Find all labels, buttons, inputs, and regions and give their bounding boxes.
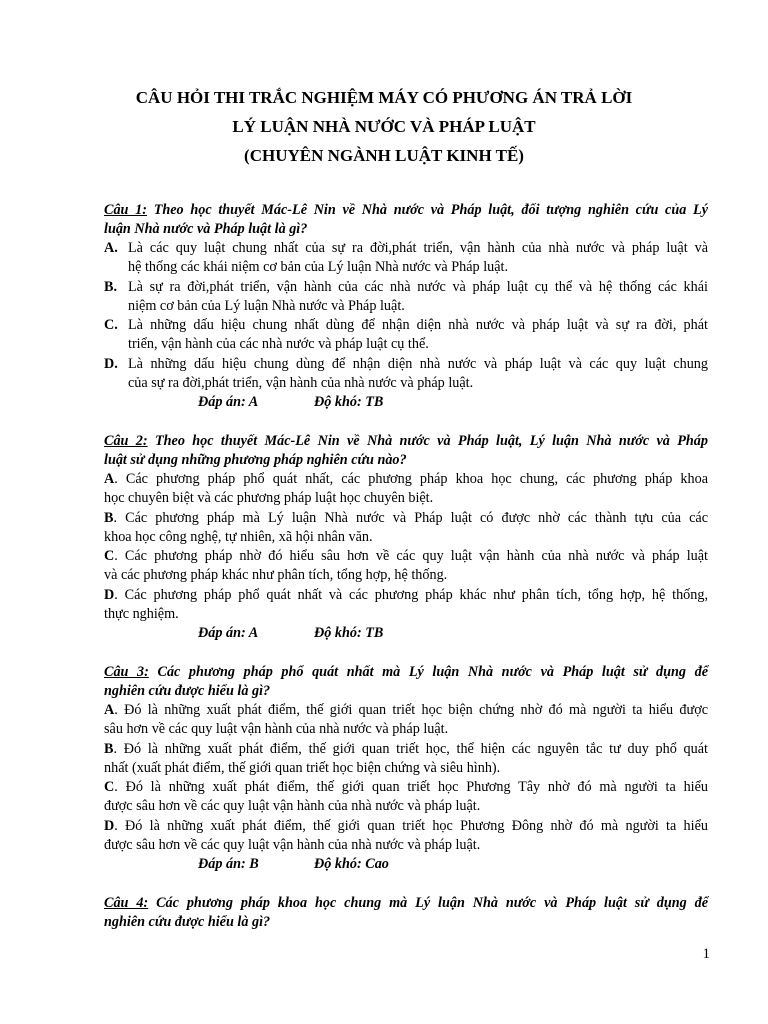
option-1d: D. Là những dấu hiệu chung dùng để nhận diện nhà nước và pháp luật và các quy luật chung xyxy=(104,356,708,372)
option-1c: C. Là những dấu hiệu chung nhất dùng để nhận diện nhà nước và pháp luật và sự ra đời, phát xyxy=(104,317,708,333)
option-3d: D. Đó là những xuất phát điểm, thế giới quan triết học Phương Đông nhờ đó mà người ta hiểu xyxy=(104,818,708,834)
option-1a: A. Là các quy luật chung nhất của sự ra đời,phát triển, vận hành của nhà nước và pháp luật và xyxy=(104,240,708,256)
option-3c: C. Đó là những xuất phát điểm, thế giới quan triết học Phương Tây nhờ đó mà người ta hiểu xyxy=(104,779,708,795)
question-3-line-2: nghiên cứu được hiểu là gì? xyxy=(104,683,271,699)
answer-1: Đáp án: A xyxy=(198,394,259,410)
option-1b: B. Là sự ra đời,phát triển, vận hành của các nhà nước và pháp luật cụ thể và hệ thống các khái xyxy=(104,279,708,295)
question-3-line-1: Câu 3: Các phương pháp phổ quát nhất mà Lý luận Nhà nước và Pháp luật sử dụng để xyxy=(104,664,708,680)
page-number: 1 xyxy=(702,946,710,962)
question-1-line-1: Câu 1: Theo học thuyết Mác-Lê Nin về Nhà nước và Pháp luật, đối tượng nghiên cứu của Lý xyxy=(104,202,709,218)
title-line-3: (CHUYÊN NGÀNH LUẬT KINH TẾ) xyxy=(244,146,524,165)
option-3a: A. Đó là những xuất phát điểm, thế giới quan triết học biện chứng nhờ đó mà người ta hiểu được xyxy=(104,702,708,718)
option-2b: B. Các phương pháp mà Lý luận Nhà nước và Pháp luật có được nhờ các thành tựu của các xyxy=(104,510,708,526)
question-4-label: Câu 4: xyxy=(104,895,149,911)
question-2-line-2: luật sử dụng những phương pháp nghiên cứu nào? xyxy=(104,452,407,468)
document-page: CÂU HỎI THI TRẮC NGHIỆM MÁY CÓ PHƯƠNG ÁN TRẢ LỜI LÝ LUẬN NHÀ NƯỚC VÀ PHÁP LUẬT (CHUYÊN NGÀNH LUẬT KINH TẾ) Câu 1: Theo học thuyết Mác-Lê Nin về Nhà nước và Pháp luật, đối tượng nghiên cứu của Lý luận Nhà nước và Pháp luật là gì? A. Là các quy luật chung nhất của sự ra đời,phát triển, vận hành của nhà nước và pháp luật và hệ thống các khái niệm cơ bản của Lý luận Nhà nước và Pháp luật. B. Là sự ra đời,phát triển, vận hành của các nhà nước và pháp luật cụ thể và hệ thống các khái niệm cơ bản của Lý luận Nhà nước và Pháp luật. C. Là những dấu hiệu chung nhất dùng để nhận diện nhà nước và pháp luật và sự ra đời, phát triển, vận hành của các nhà nước và pháp luật cụ thể. D. Là những dấu hiệu chung dùng để nhận diện nhà nước và pháp luật và các quy luật chung của sự ra đời,phát triển, vận hành của nhà nước và pháp luật. Đáp án: A Độ khó: TB Câu 2: Theo học thuyết Mác-Lê Nin về Nhà nước và Pháp luật, Lý luận Nhà nước và Pháp luật sử dụng những phương pháp nghiên cứu nào? A. Các phương pháp phổ quát nhất, các phương pháp khoa học chung, các phương pháp khoa học chuyên biệt và các phương pháp luật học chuyên biệt. B. Các phương pháp mà Lý luận Nhà nước và Pháp luật có được nhờ các thành tựu của các khoa học công nghệ, tự nhiên, xã hội nhân văn. C. Các phương pháp nhờ đó hiểu sâu hơn về các quy luật vận hành của nhà nước và pháp luật và các phương pháp khác như phân tích, tổng hợp, hệ thống. D. Các phương pháp phổ quát nhất và các phương pháp khác như phân tích, tổng hợp, hệ thống, thực nghiệm. Đáp án: A Độ khó: TB Câu 3: Các phương pháp phổ quát nhất mà Lý luận Nhà nước và Pháp luật sử dụng để nghiên cứu được hiểu là gì? A. Đó là những xuất phát điểm, thế giới quan triết học biện chứng nhờ đó mà người ta hiểu được sâu hơn về các quy luật vận hành của nhà nước và pháp luật. B. Đó là những xuất phát điểm, thế giới quan triết học, thể hiện các nguyên tắc tư duy phổ quát nhất (xuất phát điểm, thế giới quan triết học biện chứng và siêu hình). C. Đó là những xuất phát điểm, thế giới quan triết học Phương Tây nhờ đó mà người ta hiểu được sâu hơn về các quy luật vận hành của nhà nước và pháp luật. D. Đó là những xuất phát điểm, thế giới quan triết học Phương Đông nhờ đó mà người ta hiểu được sâu hơn về các quy luật vận hành của nhà nước và pháp luật. Đáp án: B Độ khó: Cao Câu 4: Các phương pháp khoa học chung mà Lý luận Nhà nước và Pháp luật sử dụng để nghiên cứu được hiểu là gì? 1 xyxy=(0,0,768,1024)
question-4-line-2: nghiên cứu được hiểu là gì? xyxy=(104,914,271,930)
option-2a: A. Các phương pháp phổ quát nhất, các phương pháp khoa học chung, các phương pháp khoa xyxy=(104,471,708,487)
question-3-label: Câu 3: xyxy=(104,664,149,680)
question-2-line-1: Câu 2: Theo học thuyết Mác-Lê Nin về Nhà nước và Pháp luật, Lý luận Nhà nước và Pháp xyxy=(104,433,708,449)
answer-3: Đáp án: B xyxy=(198,856,259,872)
answer-2: Đáp án: A xyxy=(198,625,259,641)
difficulty-3: Độ khó: Cao xyxy=(314,856,389,872)
question-2-label: Câu 2: xyxy=(104,433,148,449)
difficulty-2: Độ khó: TB xyxy=(314,625,384,641)
title-line-1: CÂU HỎI THI TRẮC NGHIỆM MÁY CÓ PHƯƠNG ÁN TRẢ LỜI xyxy=(135,88,633,107)
question-1-line-2: luận Nhà nước và Pháp luật là gì? xyxy=(104,221,308,237)
question-1-label: Câu 1: xyxy=(104,202,147,218)
option-2c: C. Các phương pháp nhờ đó hiểu sâu hơn về các quy luật vận hành của nhà nước và pháp luật xyxy=(104,548,708,564)
question-4-line-1: Câu 4: Các phương pháp khoa học chung mà Lý luận Nhà nước và Pháp luật sử dụng để xyxy=(104,895,708,911)
option-3b: B. Đó là những xuất phát điểm, thế giới quan triết học, thể hiện các nguyên tắc tư duy phổ quát xyxy=(104,741,708,757)
title-line-2: LÝ LUẬN NHÀ NƯỚC VÀ PHÁP LUẬT xyxy=(232,117,536,136)
difficulty-1: Độ khó: TB xyxy=(314,394,384,410)
option-2d: D. Các phương pháp phổ quát nhất và các phương pháp khác như phân tích, tổng hợp, hệ thống, xyxy=(104,587,708,603)
